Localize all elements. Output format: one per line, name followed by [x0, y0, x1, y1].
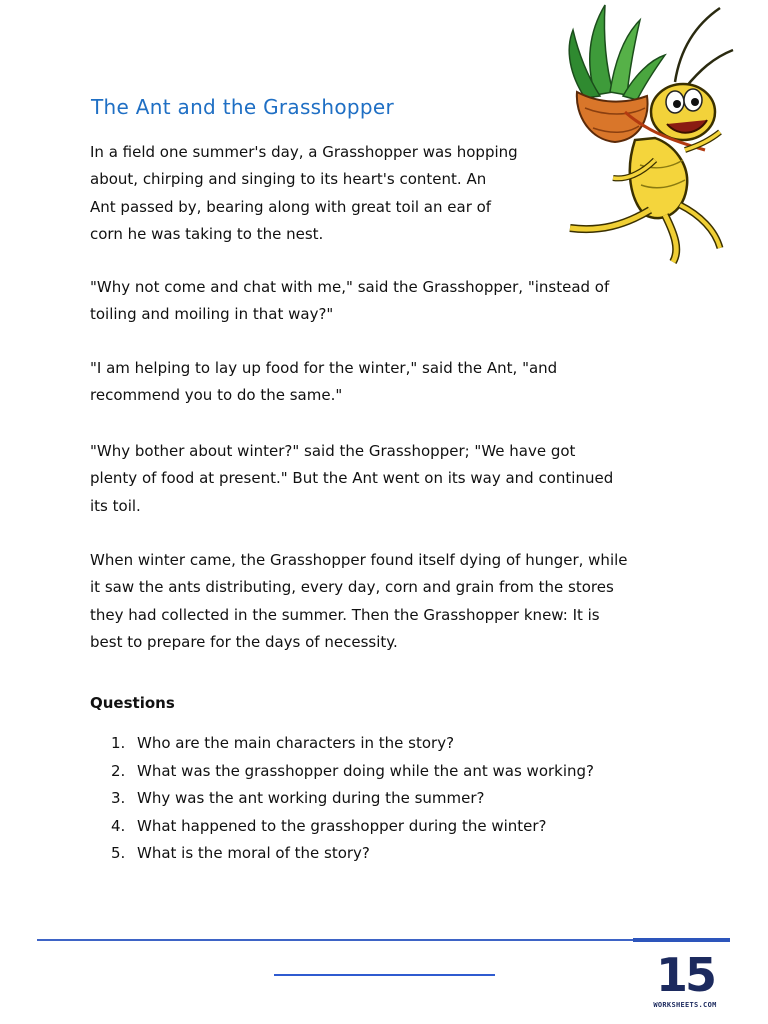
question-item: 2. What was the grasshopper doing while the ant was working? [111, 761, 595, 780]
story-paragraph-3: "I am helping to lay up food for the winter," said the Ant, "and recommend you to do the same." [90, 359, 558, 405]
worksheets-logo [650, 949, 720, 1015]
grasshopper-illustration [555, 0, 735, 265]
logo-text: WORKSHEETS.COM [653, 1001, 717, 1009]
footer-divider [37, 939, 730, 941]
story-paragraph-5: When winter came, the Grasshopper found itself dying of hunger, while it saw the ants distributing, every day, corn and grain from the stores they had collected in the summer. Then the Grasshopper knew: It is best to prepare for the days of necessity. [90, 551, 628, 651]
footer-link-underline [274, 974, 495, 976]
page-title: The Ant and the Grasshopper [91, 95, 395, 119]
questions-heading: Questions [90, 694, 175, 712]
story-paragraph-4: "Why bother about winter?" said the Grasshopper; "We have got plenty of food at present." But the Ant went on its way and continued its toil. [90, 442, 614, 515]
story-paragraph-1: In a field one summer's day, a Grasshopper was hopping about, chirping and singing to its heart's content. An Ant passed by, bearing along with great toil an ear of corn he was taking to the nest. [90, 143, 518, 243]
logo-number: 15 [655, 948, 714, 1002]
question-item: 4. What happened to the grasshopper during the winter? [111, 816, 547, 835]
questions-list [111, 730, 594, 868]
question-item: 3. Why was the ant working during the summer? [111, 789, 485, 807]
footer-divider-accent [633, 938, 730, 942]
question-item: 1. Who are the main characters in the story? [111, 734, 455, 752]
story-paragraph-2: "Why not come and chat with me," said the Grasshopper, "instead of toiling and moiling in that way?" [90, 278, 610, 324]
question-item: 5. What is the moral of the story? [111, 844, 370, 862]
